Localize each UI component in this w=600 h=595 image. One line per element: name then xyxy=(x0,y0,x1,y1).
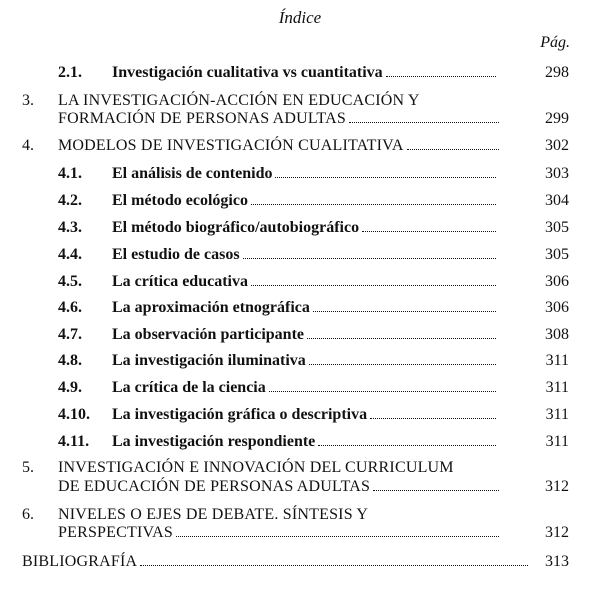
dot-leader xyxy=(251,204,496,205)
entry-number: 6. xyxy=(22,506,34,523)
entry-title: La investigación respondiente xyxy=(112,433,316,450)
entry-page: 306 xyxy=(545,299,569,316)
entry-title-line1: LA INVESTIGACIÓN-ACCIÓN EN EDUCACIÓN Y xyxy=(58,92,420,109)
entry-title-line2: PERSPECTIVAS xyxy=(58,524,174,541)
entry-page: 311 xyxy=(545,352,569,369)
entry-page: 312 xyxy=(545,478,569,495)
entry-title: El método biográfico/autobiográfico xyxy=(112,219,360,236)
entry-page: 304 xyxy=(545,192,569,209)
entry-page: 311 xyxy=(545,406,569,423)
entry-title: La crítica de la ciencia xyxy=(112,379,266,396)
entry-number: 4.11. xyxy=(58,433,90,450)
dot-leader xyxy=(386,76,496,77)
entry-number: 4.8. xyxy=(58,352,82,369)
entry-number: 2.1. xyxy=(58,64,82,81)
entry-title: La investigación iluminativa xyxy=(112,352,306,369)
entry-page: 298 xyxy=(545,64,569,81)
dot-leader xyxy=(251,285,496,286)
dot-leader xyxy=(309,364,496,365)
page-header-title: Índice xyxy=(278,8,322,27)
entry-number: 4.3. xyxy=(58,219,82,236)
entry-title: El análisis de contenido xyxy=(112,165,273,182)
entry-title: MODELOS DE INVESTIGACIÓN CUALITATIVA xyxy=(58,137,404,154)
entry-title: La investigación gráfica o descriptiva xyxy=(112,406,368,423)
entry-number: 3. xyxy=(22,92,34,109)
dot-leader xyxy=(140,565,528,566)
dot-leader xyxy=(307,338,496,339)
entry-title-line1: INVESTIGACIÓN E INNOVACIÓN DEL CURRICULUM xyxy=(58,459,454,476)
dot-leader xyxy=(243,258,496,259)
entry-title-line1: NIVELES O EJES DE DEBATE. SÍNTESIS Y xyxy=(58,506,369,523)
entry-title-line2: DE EDUCACIÓN DE PERSONAS ADULTAS xyxy=(58,478,371,495)
entry-page: 305 xyxy=(545,219,569,236)
entry-title: El método ecológico xyxy=(112,192,248,209)
entry-number: 4.2. xyxy=(58,192,82,209)
dot-leader xyxy=(269,391,496,392)
entry-number: 4.9. xyxy=(58,379,82,396)
entry-page: 308 xyxy=(545,326,569,343)
dot-leader xyxy=(370,418,496,419)
dot-leader xyxy=(349,122,499,123)
entry-title: La observación participante xyxy=(112,326,304,343)
entry-number: 4.5. xyxy=(58,273,82,290)
entry-number: 5. xyxy=(22,459,34,476)
entry-page: 299 xyxy=(545,110,569,127)
entry-number: 4.10. xyxy=(58,406,90,423)
dot-leader xyxy=(275,177,496,178)
page-column-label: Pág. xyxy=(540,34,570,51)
dot-leader xyxy=(318,445,496,446)
entry-page: 312 xyxy=(545,524,569,541)
dot-leader xyxy=(373,490,499,491)
entry-title: Investigación cualitativa vs cuantitativa xyxy=(112,64,383,81)
entry-title: BIBLIOGRAFÍA xyxy=(22,553,138,570)
entry-number: 4. xyxy=(22,137,34,154)
entry-title: La crítica educativa xyxy=(112,273,248,290)
entry-page: 305 xyxy=(545,246,569,263)
dot-leader xyxy=(176,536,499,537)
dot-leader xyxy=(313,311,496,312)
entry-number: 4.6. xyxy=(58,299,82,316)
entry-title: La aproximación etnográfica xyxy=(112,299,310,316)
entry-title-line2: FORMACIÓN DE PERSONAS ADULTAS xyxy=(58,110,346,127)
entry-page: 306 xyxy=(545,273,569,290)
entry-number: 4.1. xyxy=(58,165,82,182)
entry-page: 303 xyxy=(545,165,569,182)
entry-page: 311 xyxy=(545,433,569,450)
entry-page: 313 xyxy=(545,553,569,570)
dot-leader xyxy=(362,231,496,232)
entry-page: 311 xyxy=(545,379,569,396)
entry-number: 4.7. xyxy=(58,326,82,343)
entry-number: 4.4. xyxy=(58,246,82,263)
entry-title: El estudio de casos xyxy=(112,246,240,263)
dot-leader xyxy=(407,149,499,150)
entry-page: 302 xyxy=(545,137,569,154)
